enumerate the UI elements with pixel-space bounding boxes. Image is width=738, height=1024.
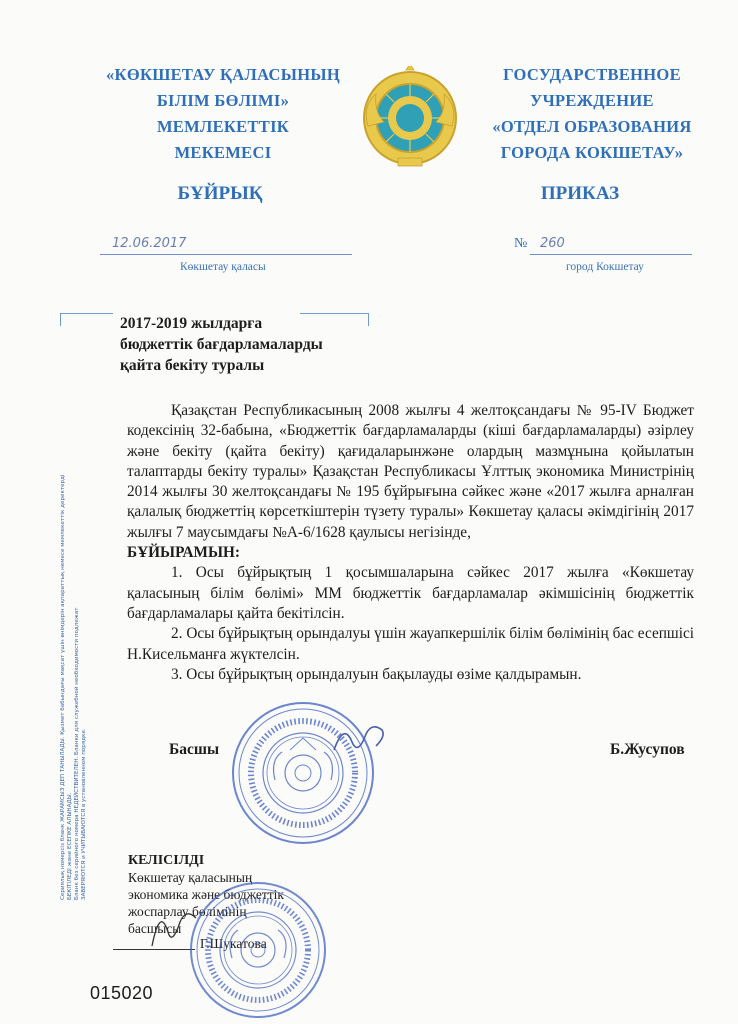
subject-line: қайта бекіту туралы xyxy=(120,357,265,374)
header-kz-line: БІЛІМ БӨЛІМІ» xyxy=(156,91,290,110)
order-title-kz: БҰЙРЫҚ xyxy=(177,183,263,204)
agreed-line: жоспарлау бөлімінің xyxy=(128,904,247,919)
header-kz-line: МЕКЕМЕСІ xyxy=(174,143,272,162)
date-underline xyxy=(100,254,352,255)
agreed-signature-icon xyxy=(150,902,200,952)
subject-line: 2017-2019 жылдарға xyxy=(120,315,263,332)
agreed-line: экономика және бюджеттік xyxy=(128,887,284,902)
side-note-line: Бланк без серийного номера НЕДЕЙСТВИТЕЛЕН. Бланки для служебной необходимости подлежат xyxy=(74,607,80,900)
header-ru-line: УЧРЕЖДЕНИЕ xyxy=(530,91,654,110)
serial-number: 015020 xyxy=(90,983,154,1003)
number-sign: № xyxy=(514,236,528,251)
order-number: 260 xyxy=(540,236,565,251)
agreed-line: басшысы xyxy=(128,921,182,936)
state-emblem-icon xyxy=(360,66,460,170)
order-subject xyxy=(120,313,370,376)
order-item: 3. Осы бұйрықтың орындалуын бақылауды өзіме қалдырамын. xyxy=(171,665,582,683)
place-ru: город Кокшетау xyxy=(566,261,644,273)
economics-dept-stamp-icon xyxy=(188,880,328,1020)
header-ru-line: ГОСУДАРСТВЕННОЕ xyxy=(503,65,681,84)
side-note-line: ЗАВЕРЯЮТСЯ и УЧИТЫВАЮТСЯ в установленном порядке. xyxy=(81,728,87,900)
agreed-line: Көкшетау қаласының xyxy=(128,870,253,885)
agreed-title: КЕЛІСІЛДІ xyxy=(128,853,205,868)
header-kz-line: МЕМЛЕКЕТТІК xyxy=(156,117,290,136)
header-ru-line: ГОРОДА КОКШЕТАУ» xyxy=(500,143,684,162)
order-item: 1. Осы бұйрықтың 1 қосымшаларына сәйкес 2017 жылға «Көкшетау қаласының білім бөлімі» ММ бюджеттік бағдарламалар әкімшісінің бюджеттік бағдарламалары қайта бекітілсін. xyxy=(127,564,694,622)
header-kz-line: «КӨКШЕТАУ ҚАЛАСЫНЫҢ xyxy=(106,65,340,84)
header-ru-line: «ОТДЕЛ ОБРАЗОВАНИЯ xyxy=(492,117,692,136)
subject-line: бюджеттік бағдарламаларды xyxy=(120,336,323,353)
order-body xyxy=(127,401,694,685)
order-date: 12.06.2017 xyxy=(112,236,187,251)
number-underline xyxy=(530,254,692,255)
agreed-name: Г.Шукатова xyxy=(200,936,267,951)
side-note-line: Сериялық номерсіз бланк ЖАРАМСЫЗ ДЕП ТАНЫЛАДЫ. Қызмет бабындағы мақсат үшін өнімдерін ақпараттық немесе мемлекеттік деректерді xyxy=(60,474,66,900)
blank-side-note xyxy=(60,380,100,900)
body-intro: Қазақстан Республикасының 2008 жылғы 4 желтоқсандағы № 95-IV Бюджет кодексінің 32-бабына, «Бюджеттік бағдарламаларды (кіші бағдарламаларды) әзірлеу және бекіту (қайта бекіту) қағидаларынжәне олардың мазмұнына қойылатын талаптарды бекіту туралы» Қазақстан Республикасы Ұлттық экономика Министрінің 2014 жылғы 30 желтоқсандағы № 195 бұйрығына сәйкес және «2017 жылға арналған қалалық бюджеттің көрсеткіштерін түзету туралы» Көкшетау қаласы әкімдігінің 2017 жылғы 7 маусымдағы №А-6/1628 қаулысы негізінде, xyxy=(127,402,694,541)
bracket-top-left xyxy=(60,313,113,326)
place-kz: Көкшетау қаласы xyxy=(180,261,266,273)
header-ru xyxy=(478,62,706,166)
signature-role: Басшы xyxy=(169,741,220,758)
order-title-ru: ПРИКАЗ xyxy=(540,183,620,204)
handwritten-signature-icon xyxy=(330,716,390,760)
side-note-line: БЕКІТІЛЕДІ және ЕСЕПКЕ АЛЫНАДЫ. xyxy=(67,792,73,900)
header-kz xyxy=(98,62,348,166)
order-word: БҰЙЫРАМЫН: xyxy=(127,544,240,562)
order-item: 2. Осы бұйрықтың орындалуы үшін жауапкершілік білім бөлімінің бас есепшісі Н.Кисельманға жүктелсін. xyxy=(127,625,694,663)
signature-name: Б.Жусупов xyxy=(610,741,685,758)
